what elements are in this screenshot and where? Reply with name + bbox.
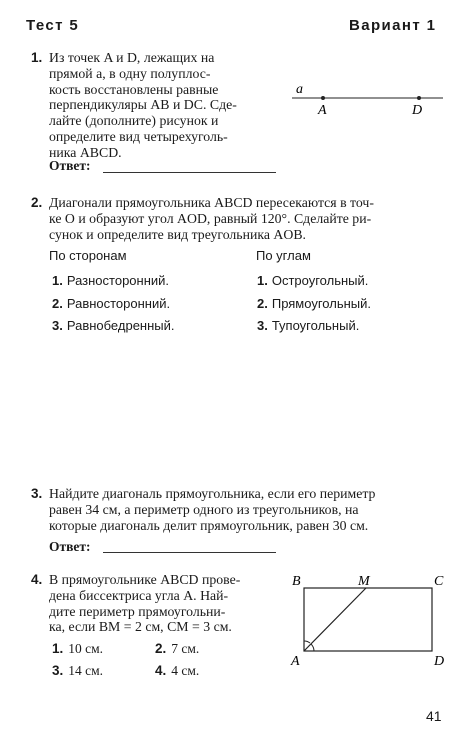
- task1-line: ника ABCD.: [49, 144, 122, 160]
- task4-option[interactable]: 1. 10 см.: [52, 641, 104, 656]
- page-number: 41: [426, 708, 442, 724]
- label-a: A: [291, 654, 300, 669]
- task2-text: [49, 195, 449, 242]
- task3-line: Найдите диагональ прямоугольника, если его периметр: [49, 486, 376, 501]
- task2-col2-title: По углам: [256, 248, 311, 263]
- rectangle-abcd: [304, 588, 432, 651]
- task3-line: которые диагональ делит прямоугольник, равен 30 см.: [49, 517, 369, 533]
- task1-line: прямой a, в одну полуплос-: [49, 65, 211, 81]
- angle-arc-upper: [304, 641, 310, 643]
- task2-col1-option[interactable]: 3. Равнобедренный.: [52, 318, 175, 333]
- label-d: D: [434, 654, 445, 669]
- task1-number: 1.: [31, 50, 43, 65]
- task2-col1-option[interactable]: 1. Разносторонний.: [52, 273, 170, 288]
- task1-text: [49, 50, 289, 161]
- label-line-a: a: [296, 82, 303, 97]
- task4-option[interactable]: 4. 4 см.: [155, 663, 200, 678]
- variant-title: Вариант 1: [349, 17, 437, 34]
- task4-line: В прямоугольнике ABCD прове-: [49, 572, 241, 587]
- task3-answer-label: Ответ:: [49, 539, 91, 554]
- angle-arc-lower: [311, 644, 314, 651]
- label-b: B: [292, 574, 301, 589]
- task1-line: Из точек A и D, лежащих на: [49, 50, 215, 65]
- task2-col1-title: По сторонам: [49, 248, 127, 263]
- task4-text: [49, 572, 289, 635]
- task2-col2-option[interactable]: 3. Тупоугольный.: [257, 318, 360, 333]
- task4-option[interactable]: 2. 7 см.: [155, 641, 200, 656]
- task3-number: 3.: [31, 486, 43, 501]
- task1-figure: [288, 82, 448, 122]
- point-d: [417, 96, 421, 100]
- task2-line: Диагонали прямоугольника ABCD пересекаются в точ-: [49, 195, 374, 210]
- task4-number: 4.: [31, 572, 43, 587]
- task4-figure: [286, 572, 456, 672]
- task2-line: сунок и определите вид треугольника AOB.: [49, 226, 307, 242]
- task4-line: ка, если BM = 2 см, CM = 3 см.: [49, 619, 232, 635]
- task2-line: ке O и образуют угол AOD, равный 120°. Сделайте ри-: [49, 210, 372, 226]
- task4-option[interactable]: 3. 14 см.: [52, 663, 104, 678]
- test-title: Тест 5: [26, 17, 80, 34]
- task4-line: дите периметр прямоугольни-: [49, 603, 226, 619]
- label-m: M: [358, 574, 370, 589]
- label-d: D: [412, 103, 423, 118]
- bisector-am: [304, 588, 366, 651]
- label-c: C: [434, 574, 444, 589]
- task3-answer-line[interactable]: [103, 552, 276, 553]
- task3-line: равен 34 см, а периметр одного из треугольников, на: [49, 501, 359, 517]
- task1-answer-line[interactable]: [103, 172, 276, 173]
- task4-line: дена биссектриса угла A. Най-: [49, 587, 229, 603]
- task2-col2-option[interactable]: 1. Остроугольный.: [257, 273, 369, 288]
- task1-line: перпендикуляры AB и DC. Сде-: [49, 97, 237, 113]
- task2-col1-option[interactable]: 2. Равносторонний.: [52, 296, 171, 311]
- task1-line: кость восстановлены равные: [49, 81, 219, 97]
- task3-text: [49, 486, 449, 533]
- label-a: A: [318, 103, 327, 118]
- task1-answer-label: Ответ:: [49, 158, 91, 173]
- task1-line: определите вид четырехуголь-: [49, 128, 228, 144]
- task1-line: лайте (дополните) рисунок и: [49, 113, 219, 129]
- task2-number: 2.: [31, 195, 43, 210]
- task2-col2-option[interactable]: 2. Прямоугольный.: [257, 296, 371, 311]
- point-a: [321, 96, 325, 100]
